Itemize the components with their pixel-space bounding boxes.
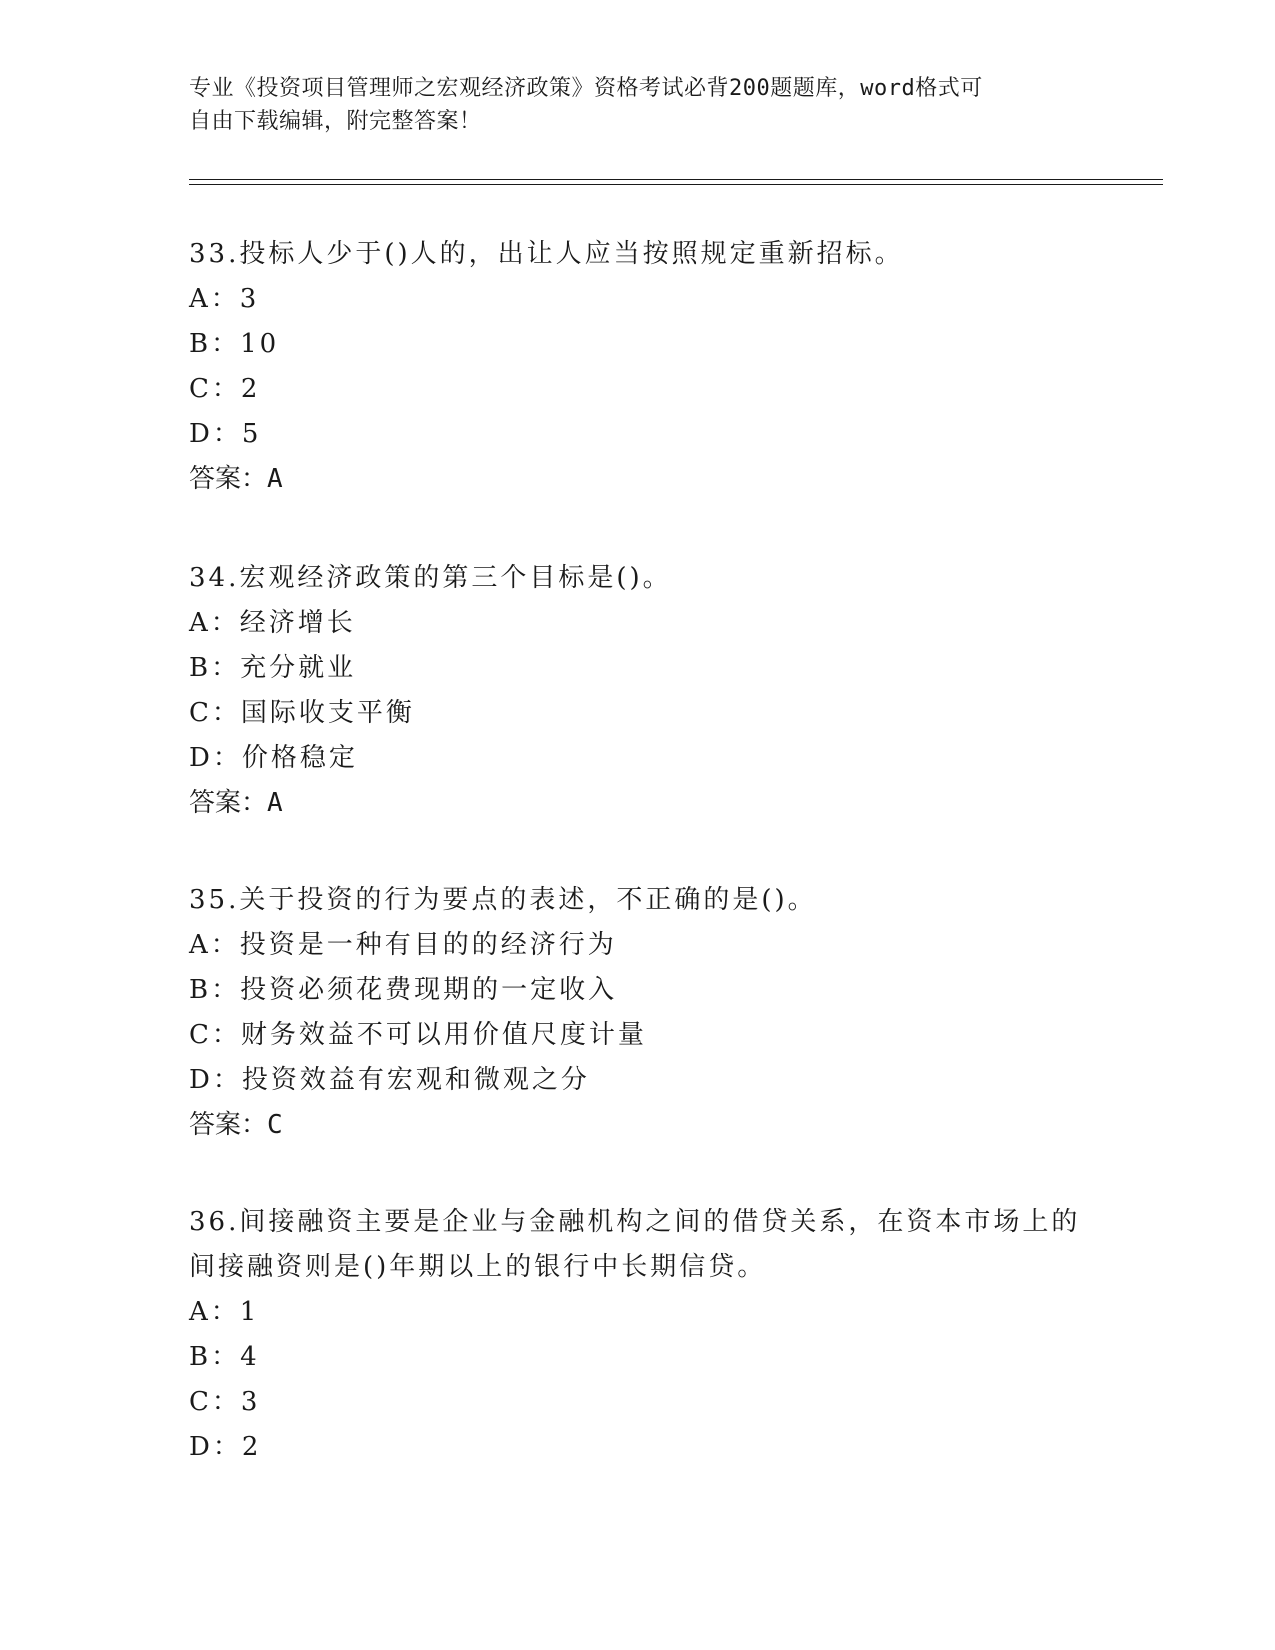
- option-letter: B：: [189, 329, 241, 359]
- document-header: [189, 72, 1089, 138]
- question-text-line-2: 间接融资则是()年期以上的银行中长期信贷。: [189, 1252, 767, 1282]
- option-value: 10: [240, 329, 280, 359]
- header-line-2: 自由下载编辑，附完整答案！: [189, 109, 482, 134]
- option-value: 1: [239, 1297, 260, 1327]
- option-letter: D：: [189, 743, 242, 773]
- option-value: 投资必须花费现期的一定收入: [240, 975, 618, 1005]
- option-c: [189, 367, 1149, 412]
- option-a: [189, 923, 1149, 968]
- option-b: [189, 1335, 1149, 1380]
- option-letter: C：: [189, 698, 241, 728]
- answer: 答案：A: [189, 464, 283, 494]
- option-value: 5: [241, 419, 262, 449]
- option-letter: B：: [189, 653, 241, 683]
- option-d: [189, 736, 1149, 781]
- option-value: 国际收支平衡: [240, 698, 415, 728]
- question-text: 35.关于投资的行为要点的表述，不正确的是()。: [189, 885, 817, 915]
- answer: 答案：A: [189, 788, 283, 818]
- option-value: 价格稳定: [241, 743, 358, 773]
- question-text-line-1: 36.间接融资主要是企业与金融机构之间的借贷关系，在资本市场上的: [189, 1207, 1081, 1237]
- option-b: [189, 322, 1149, 367]
- option-letter: A：: [189, 930, 240, 960]
- option-letter: A：: [189, 608, 240, 638]
- option-letter: D：: [189, 419, 242, 449]
- option-a: [189, 277, 1149, 322]
- option-letter: B：: [189, 1342, 241, 1372]
- option-value: 投资是一种有目的的经济行为: [239, 930, 617, 960]
- option-a: [189, 601, 1149, 646]
- option-letter: C：: [189, 1020, 241, 1050]
- option-value: 4: [240, 1342, 260, 1372]
- header-divider-top: [189, 179, 1163, 180]
- option-letter: D：: [189, 1065, 242, 1095]
- option-value: 投资效益有宏观和微观之分: [241, 1065, 590, 1095]
- option-letter: B：: [189, 975, 241, 1005]
- option-letter: D：: [189, 1432, 242, 1462]
- option-value: 财务效益不可以用价值尺度计量: [240, 1020, 647, 1050]
- option-c: [189, 1380, 1149, 1425]
- option-value: 经济增长: [239, 608, 356, 638]
- header-line-1: 专业《投资项目管理师之宏观经济政策》资格考试必背200题题库，word格式可: [189, 76, 983, 101]
- option-d: [189, 412, 1149, 457]
- question-35: [189, 878, 1149, 1148]
- option-b: [189, 968, 1149, 1013]
- option-value: 2: [240, 374, 261, 404]
- question-text: 34.宏观经济政策的第三个目标是()。: [189, 563, 672, 593]
- option-value: 2: [241, 1432, 262, 1462]
- option-b: [189, 646, 1149, 691]
- option-d: [189, 1425, 1149, 1470]
- option-d: [189, 1058, 1149, 1103]
- option-letter: C：: [189, 1387, 241, 1417]
- option-letter: A：: [189, 1297, 240, 1327]
- question-text: 33.投标人少于()人的，出让人应当按照规定重新招标。: [189, 239, 904, 269]
- option-letter: C：: [189, 374, 241, 404]
- question-34: [189, 556, 1149, 826]
- answer: 答案：C: [189, 1110, 283, 1140]
- option-value: 充分就业: [240, 653, 357, 683]
- option-value: 3: [239, 284, 260, 314]
- option-c: [189, 1013, 1149, 1058]
- header-divider-bottom: [189, 184, 1163, 185]
- question-33: [189, 232, 1149, 502]
- question-36: [189, 1200, 1149, 1470]
- option-c: [189, 691, 1149, 736]
- option-a: [189, 1290, 1149, 1335]
- option-value: 3: [240, 1387, 261, 1417]
- option-letter: A：: [189, 284, 240, 314]
